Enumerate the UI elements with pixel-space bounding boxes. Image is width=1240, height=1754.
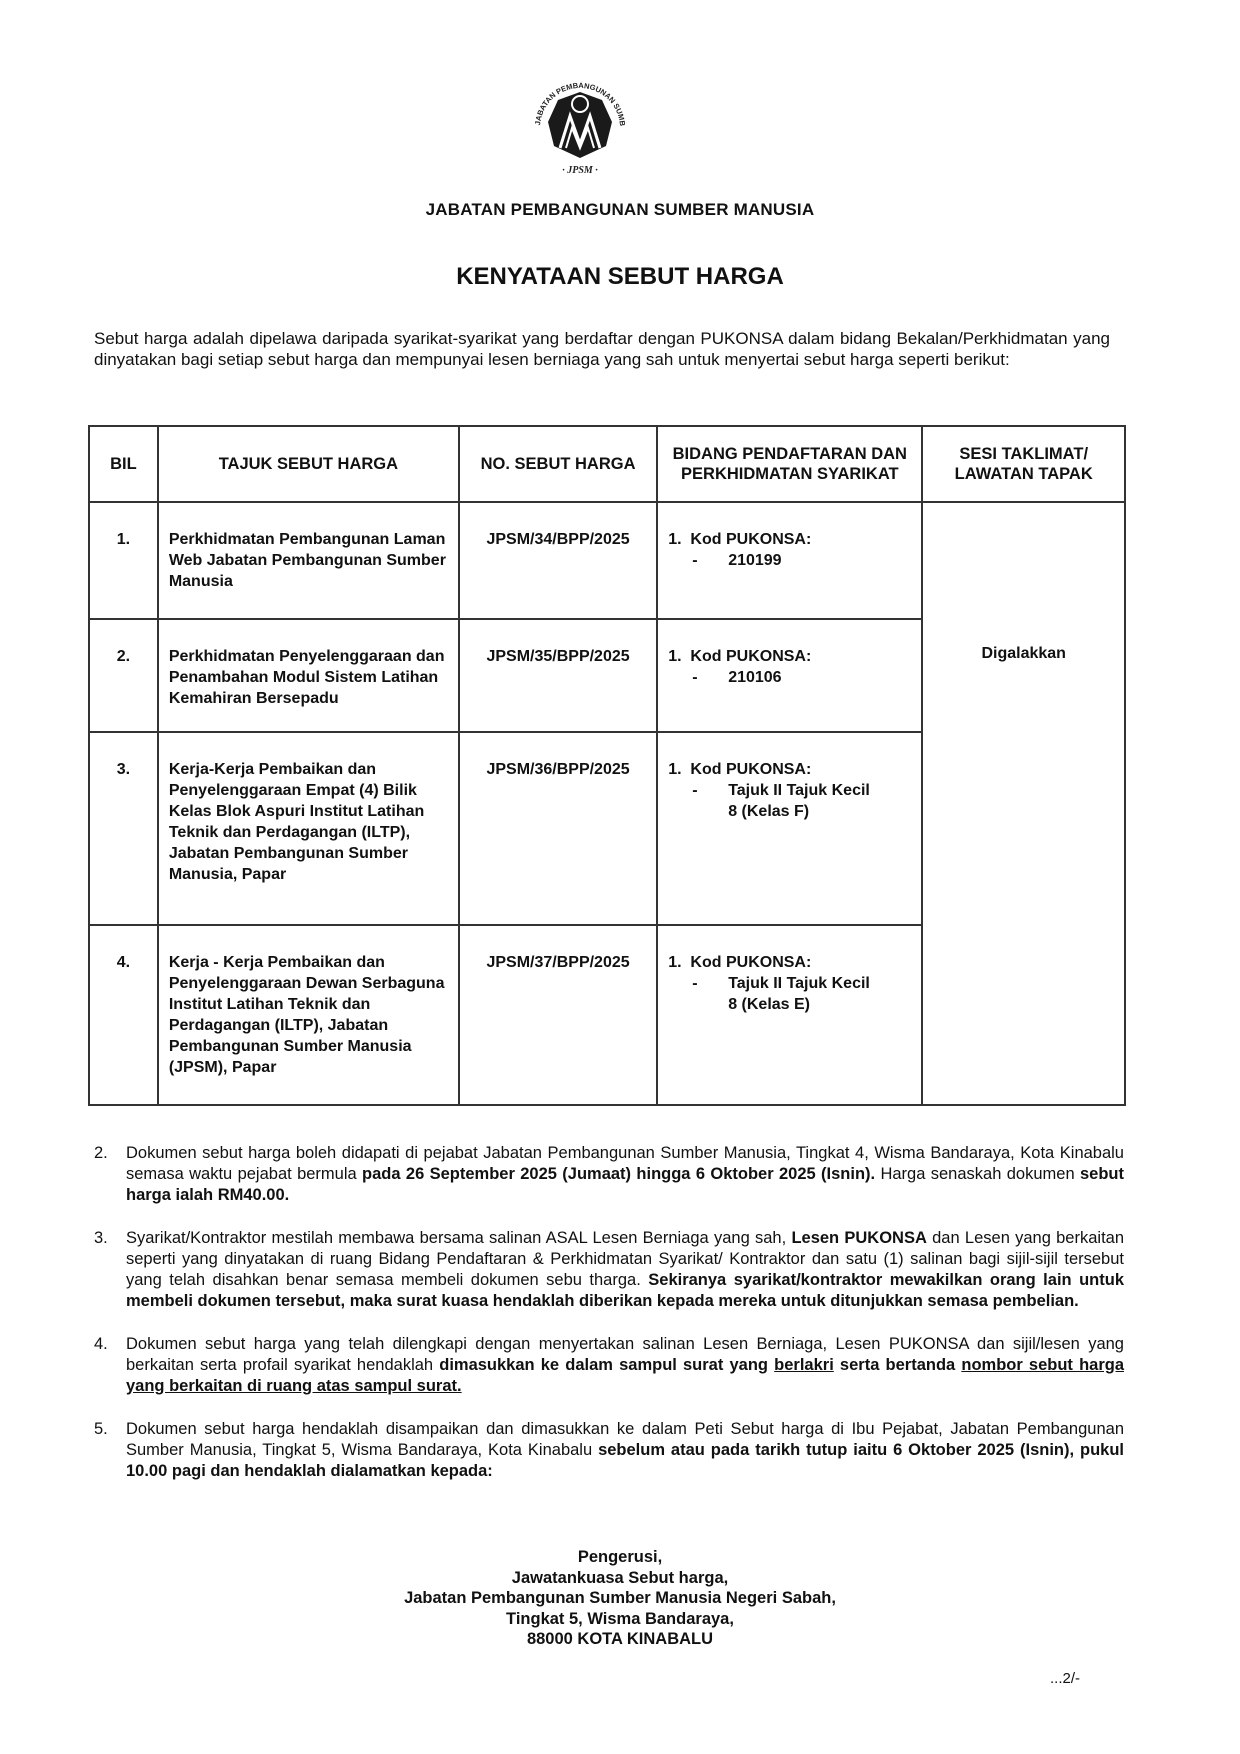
p3-proxy-note: Sekiranya syarikat/kontraktor mewakilkan orang lain untuk membeli dokumen tersebut, maka surat kuasa hendaklah diberikan kepada mereka untuk ditunjukkan semasa pembelian. [126,1271,1124,1310]
p4-label-note: nombor sebut harga yang berkaitan di ruang atas sampul surat. [126,1356,1124,1395]
row-bil: 1. [89,502,158,619]
quotation-table [88,425,1126,1106]
paragraph-number: 3. [94,1229,108,1247]
bidang-code: Tajuk II Tajuk Kecil 8 (Kelas E) [728,975,870,1013]
paragraph-5 [94,1419,1124,1482]
paragraph-number: 5. [94,1420,108,1438]
row-sesi: Digalakkan [922,502,1125,1105]
numbered-paragraphs [94,1143,1124,1504]
row-tajuk: Perkhidmatan Penyelenggaraan dan Penambahan Modul Sistem Latihan Kemahiran Bersepadu [158,619,459,732]
header-bil: BIL [89,426,158,502]
row-tajuk: Perkhidmatan Pembangunan Laman Web Jabatan Pembangunan Sumber Manusia [158,502,459,619]
p3-text-a: Syarikat/Kontraktor mestilah membawa bersama salinan ASAL Lesen Berniaga yang sah, [126,1229,792,1247]
jpsm-logo [528,70,632,180]
p2-text-a: Dokumen sebut harga boleh didapati di pejabat Jabatan Pembangunan Sumber Manusia, Tingkat 4, Wisma Bandaraya, Kota Kinabalu semasa waktu pejabat bermula [126,1144,1124,1183]
paragraph-3 [94,1228,1124,1312]
bidang-label: 1. Kod PUKONSA: [668,648,812,665]
row-no: JPSM/36/BPP/2025 [459,732,657,925]
header-sesi: SESI TAKLIMAT/ LAWATAN TAPAK [922,426,1125,502]
address-line: 88000 KOTA KINABALU [526,1630,714,1648]
svg-text:· JPSM ·: · JPSM · [562,165,598,176]
table-row [89,502,1125,619]
row-bidang [657,732,922,925]
paragraph-2 [94,1143,1124,1206]
p2-text-c: Harga senaskah dokumen [875,1165,1080,1183]
row-tajuk: Kerja-Kerja Pembaikan dan Penyelenggaraan Empat (4) Bilik Kelas Blok Aspuri Institut Latihan Teknik dan Perdagangan (ILTP), Jabatan Pembangunan Sumber Manusia, Papar [158,732,459,925]
p2-price: sebut harga ialah RM40.00. [126,1165,1124,1204]
row-bidang [657,925,922,1105]
bidang-dash: - [692,975,698,992]
address-line: Pengerusi, [577,1548,663,1566]
row-bil: 2. [89,619,158,732]
bidang-dash: - [692,782,698,799]
row-no: JPSM/37/BPP/2025 [459,925,657,1105]
row-bil: 4. [89,925,158,1105]
p4-text-d: serta bertanda [833,1356,962,1374]
row-bil: 3. [89,732,158,925]
bidang-dash: - [692,669,698,686]
p5-deadline: sebelum atau pada tarikh tutup iaitu 6 Oktober 2025 (Isnin), pukul 10.00 pagi dan hendaklah dialamatkan kepada: [126,1441,1124,1480]
bidang-code: 210199 [728,552,782,569]
p4-text-a: Dokumen sebut harga yang telah dilengkapi dengan menyertakan salinan Lesen Berniaga, Lesen PUKONSA dan sijil/lesen yang berkaitan serta profail syarikat hendaklah [126,1335,1124,1374]
page-title: KENYATAAN SEBUT HARGA [456,263,784,290]
p4-berlakri: berlakri [774,1356,834,1374]
row-bidang [657,619,922,732]
bidang-label: 1. Kod PUKONSA: [668,761,812,778]
department-name: JABATAN PEMBANGUNAN SUMBER MANUSIA [425,200,815,219]
intro-paragraph: Sebut harga adalah dipelawa daripada syarikat-syarikat yang berdaftar dengan PUKONSA dalam bidang Bekalan/Perkhidmatan yang dinyatakan bagi setiap sebut harga dan mempunyai lesen berniaga yang sah untuk menyertai sebut harga seperti berikut: [94,329,1110,369]
header-no: NO. SEBUT HARGA [459,426,657,502]
p5-text-a: Dokumen sebut harga hendaklah disampaikan dan dimasukkan ke dalam Peti Sebut harga di Ibu Pejabat, Jabatan Pembangunan Sumber Manusia, Tingkat 5, Wisma Bandaraya, Kota Kinabalu [126,1420,1124,1459]
paragraph-number: 2. [94,1144,108,1162]
bidang-code: Tajuk II Tajuk Kecil 8 (Kelas F) [728,782,870,820]
row-no: JPSM/34/BPP/2025 [459,502,657,619]
p4-text-b: dimasukkan ke dalam sampul surat yang [439,1356,775,1374]
header-bidang: BIDANG PENDAFTARAN DAN PERKHIDMATAN SYARIKAT [657,426,922,502]
paragraph-4 [94,1334,1124,1397]
address-line: Jawatankuasa Sebut harga, [511,1568,729,1587]
row-tajuk: Kerja - Kerja Pembaikan dan Penyelenggaraan Dewan Serbaguna Institut Latihan Teknik dan Perdagangan (ILTP), Jabatan Pembangunan Sumber Manusia (JPSM), Papar [158,925,459,1105]
bidang-label: 1. Kod PUKONSA: [668,531,812,548]
address-line: Jabatan Pembangunan Sumber Manusia Negeri Sabah, [404,1589,836,1607]
bidang-dash: - [692,552,698,569]
p2-dates: pada 26 September 2025 (Jumaat) hingga 6 Oktober 2025 (Isnin). [362,1165,876,1183]
bidang-label: 1. Kod PUKONSA: [668,954,812,971]
jpsm-emblem-icon [528,70,632,180]
bidang-code: 210106 [728,669,782,686]
address-block [0,1547,1240,1650]
row-no: JPSM/35/BPP/2025 [459,619,657,732]
address-line: Tingkat 5, Wisma Bandaraya, [506,1609,734,1628]
row-bidang [657,502,922,619]
page-continuation-marker: ...2/- [1050,1670,1081,1687]
p3-text-c: dan Lesen yang berkaitan seperti yang dinyatakan di ruang Bidang Pendaftaran & Perkhidmatan Syarikat/ Kontraktor dan satu (1) salinan bagi sijil-sijil tersebut yang telah disahkan benar semasa membeli dokumen sebu tharga. [126,1229,1125,1289]
table-header-row [89,426,1125,502]
header-tajuk: TAJUK SEBUT HARGA [158,426,459,502]
svg-text:JABATAN PEMBANGUNAN SUMBER MAN: JABATAN PEMBANGUNAN SUMB [533,80,628,127]
paragraph-number: 4. [94,1335,108,1353]
p3-pukonsa: Lesen PUKONSA [791,1229,927,1247]
